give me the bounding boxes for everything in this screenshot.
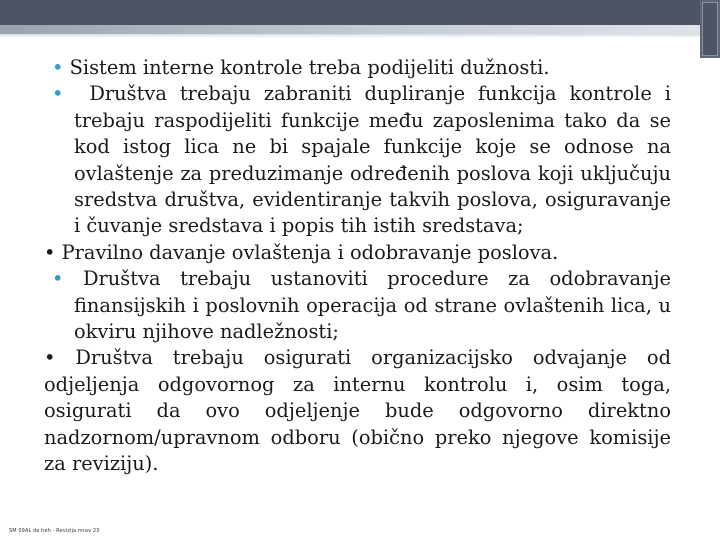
bullet-icon: •	[52, 56, 64, 79]
bullet-icon: •	[44, 346, 56, 370]
bullet-text: Pravilno davanje ovlaštenja i odobravanje poslova.	[61, 240, 559, 264]
header-shadow	[0, 34, 720, 38]
slide-body	[44, 55, 671, 478]
bullet-icon: •	[52, 267, 64, 291]
bullet-item	[44, 266, 671, 345]
bullet-icon: •	[52, 82, 64, 106]
bullet-item	[44, 240, 671, 266]
bullet-item	[44, 55, 671, 81]
bullet-text: Društva trebaju osigurati organizacijsko odvajanje od odjeljenja odgovornog za internu kontrolu i, osim toga, osigurati da ovo odjeljenje bude odgovorno direktno nadzornom/upravnom odboru (obično preko njegove komisije za reviziju).	[44, 346, 672, 476]
bullet-text: Društva trebaju ustanoviti procedure za odobravanje finansijskih i poslovnih operacija od strane ovlaštenih lica, u okviru njihove nadležnosti;	[74, 267, 671, 344]
bullet-item	[44, 345, 671, 477]
bullet-text: Društva trebaju zabraniti dupliranje funkcija kontrole i trebaju raspodijeliti funkcije među zaposlenima tako da se kod istog lica ne bi spajale funkcije koje se odnose na ovlaštenje za preduzimanje određenih poslova koji uključuju sredstva društva, evidentiranje takvih poslova, osiguravanje i čuvanje sredstava i popis tih istih sredstava;	[74, 82, 671, 238]
corner-decoration-inner	[702, 2, 718, 56]
header-bar	[0, 0, 720, 25]
bullet-text: Sistem interne kontrole treba podijeliti dužnosti.	[69, 56, 550, 79]
bullet-item	[44, 81, 671, 239]
footer-text: SM 09AL de heh - Revizija mrav 23	[9, 528, 100, 534]
bullet-icon: •	[44, 240, 56, 264]
corner-decoration	[700, 0, 720, 58]
header-stripe	[0, 25, 720, 34]
